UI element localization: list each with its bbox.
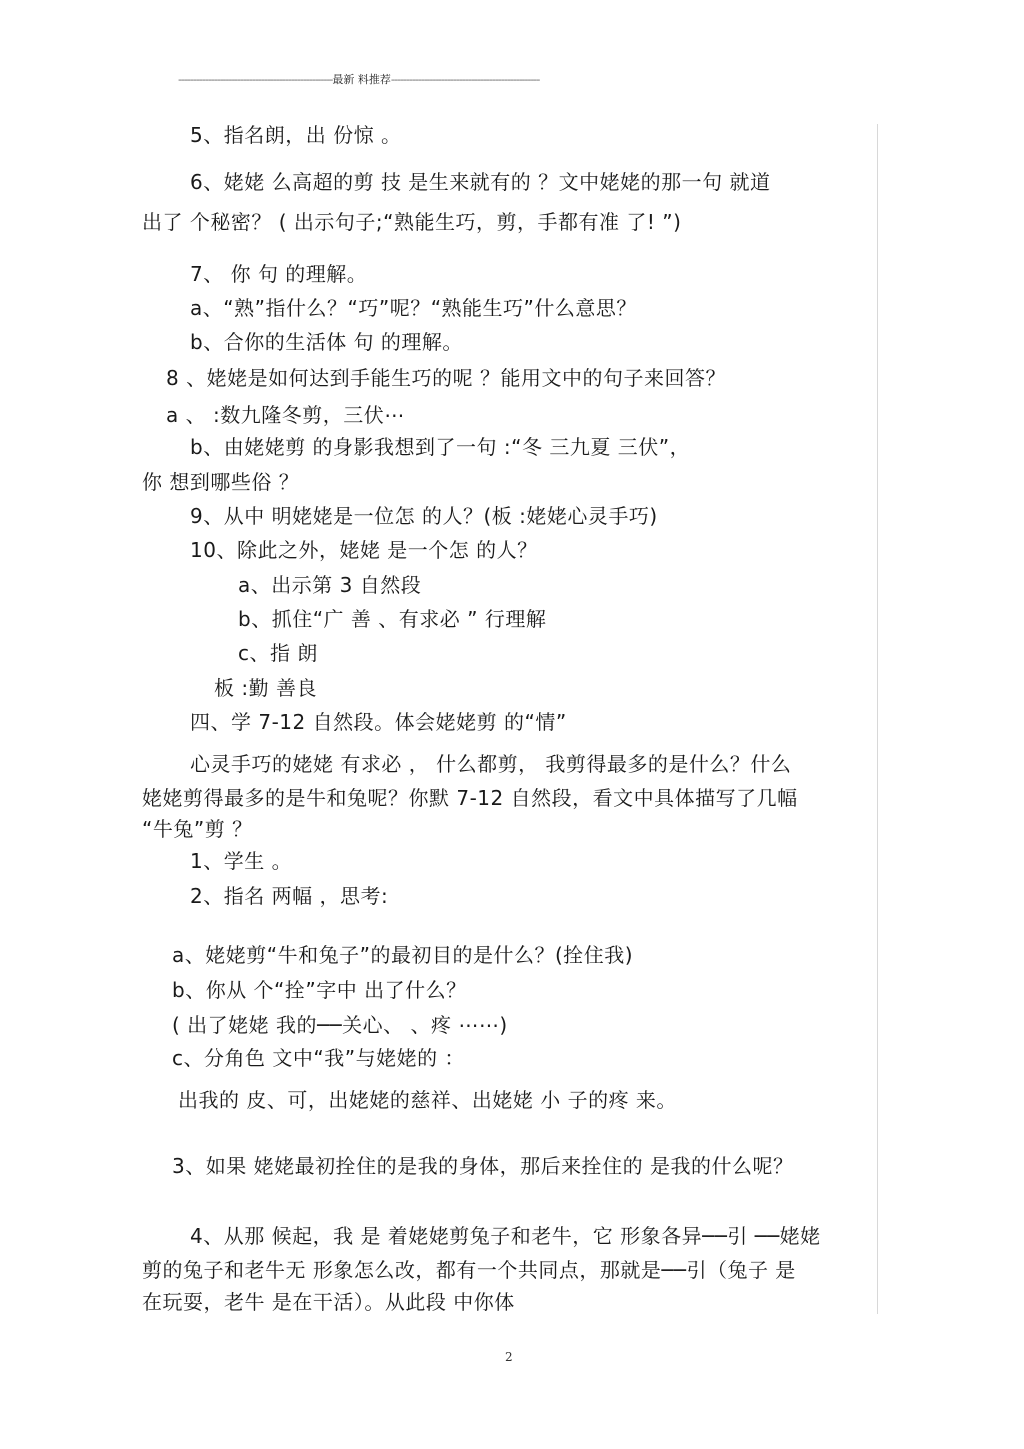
text-line: 3、如果 姥姥最初拴住的是我的身体，那后来拴住的 是我的什么呢？: [172, 1154, 794, 1178]
text-line: 剪的兔子和老牛无 形象怎么改，都有一个共同点，那就是──引（兔子 是: [142, 1258, 796, 1282]
text-line: ( 出了姥姥 我的──关心、 、疼 ⋯⋯): [172, 1013, 508, 1037]
text-line: c、指 朗: [238, 641, 318, 665]
text-line: 四、学 7-12 自然段。体会姥姥剪 的“情”: [190, 710, 567, 734]
text-line: 1、学生 。: [190, 849, 293, 873]
page-header: [178, 73, 540, 87]
text-line: 6、姥姥 么高超的剪 技 是生来就有的 ？文中姥姥的那一句 就道: [190, 170, 771, 194]
text-line: 9、从中 明姥姥是一位怎 的人？(板 :姥姥心灵手巧): [190, 504, 658, 528]
text-line: b、抓住“广 善 、有求必 ” 行理解: [238, 607, 547, 631]
text-line: 出了 个秘密？ ( 出示句子;“熟能生巧，剪，手都有准 了! ”): [142, 210, 682, 234]
text-line: 2、指名 两幅 ，思考:: [190, 884, 389, 908]
text-line: b、合你的生活体 句 的理解。: [190, 330, 463, 354]
header-title: 最新 料推荐: [332, 73, 391, 86]
text-line: c、分角色 文中“我”与姥姥的 ：: [172, 1046, 465, 1070]
text-line: 4、从那 候起，我 是 着姥姥剪兔子和老牛，它 形象各异──引 ──姥姥: [190, 1224, 821, 1248]
text-line: a、姥姥剪“牛和兔子”的最初目的是什么？(拴住我): [172, 943, 634, 967]
text-line: 板 :勤 善良: [214, 676, 317, 700]
header-dashes-right: --------------------------------------------------: [390, 73, 540, 86]
right-margin-rule: [877, 124, 878, 1314]
text-line: a、出示第 3 自然段: [238, 573, 422, 597]
page-number: 2: [505, 1350, 513, 1364]
text-line: 出我的 皮、可，出姥姥的慈祥、出姥姥 小 子的疼 来。: [178, 1088, 677, 1112]
header-dashes-left: ----------------------------------------------------: [178, 73, 333, 86]
text-line: 8 、姥姥是如何达到手能生巧的呢 ？能用文中的句子来回答？: [166, 366, 726, 390]
text-line: 在玩耍，老牛 是在干活）。从此段 中你体: [142, 1290, 515, 1314]
text-line: “牛兔”剪 ？: [142, 817, 253, 841]
text-line: 10、除此之外，姥姥 是一个怎 的人？: [190, 538, 538, 562]
text-line: 7、 你 句 的理解。: [190, 262, 368, 286]
text-line: 心灵手巧的姥姥 有求必 ， 什么都剪， 我剪得最多的是什么？什么: [190, 752, 792, 776]
text-line: a 、 :数九隆冬剪，三伏⋯: [166, 403, 405, 427]
text-line: a、“熟”指什么？“巧”呢？“熟能生巧”什么意思？: [190, 296, 637, 320]
text-line: b、由姥姥剪 的身影我想到了一句 :“冬 三九夏 三伏”，: [190, 435, 691, 459]
text-line: b、你从 个“拴”字中 出了什么？: [172, 978, 467, 1002]
text-line: 5、指名朗，出 份惊 。: [190, 123, 402, 147]
text-line: 你 想到哪些俗 ？: [142, 470, 300, 494]
text-line: 姥姥剪得最多的是牛和兔呢？你默 7-12 自然段，看文中具体描写了几幅: [142, 786, 798, 810]
